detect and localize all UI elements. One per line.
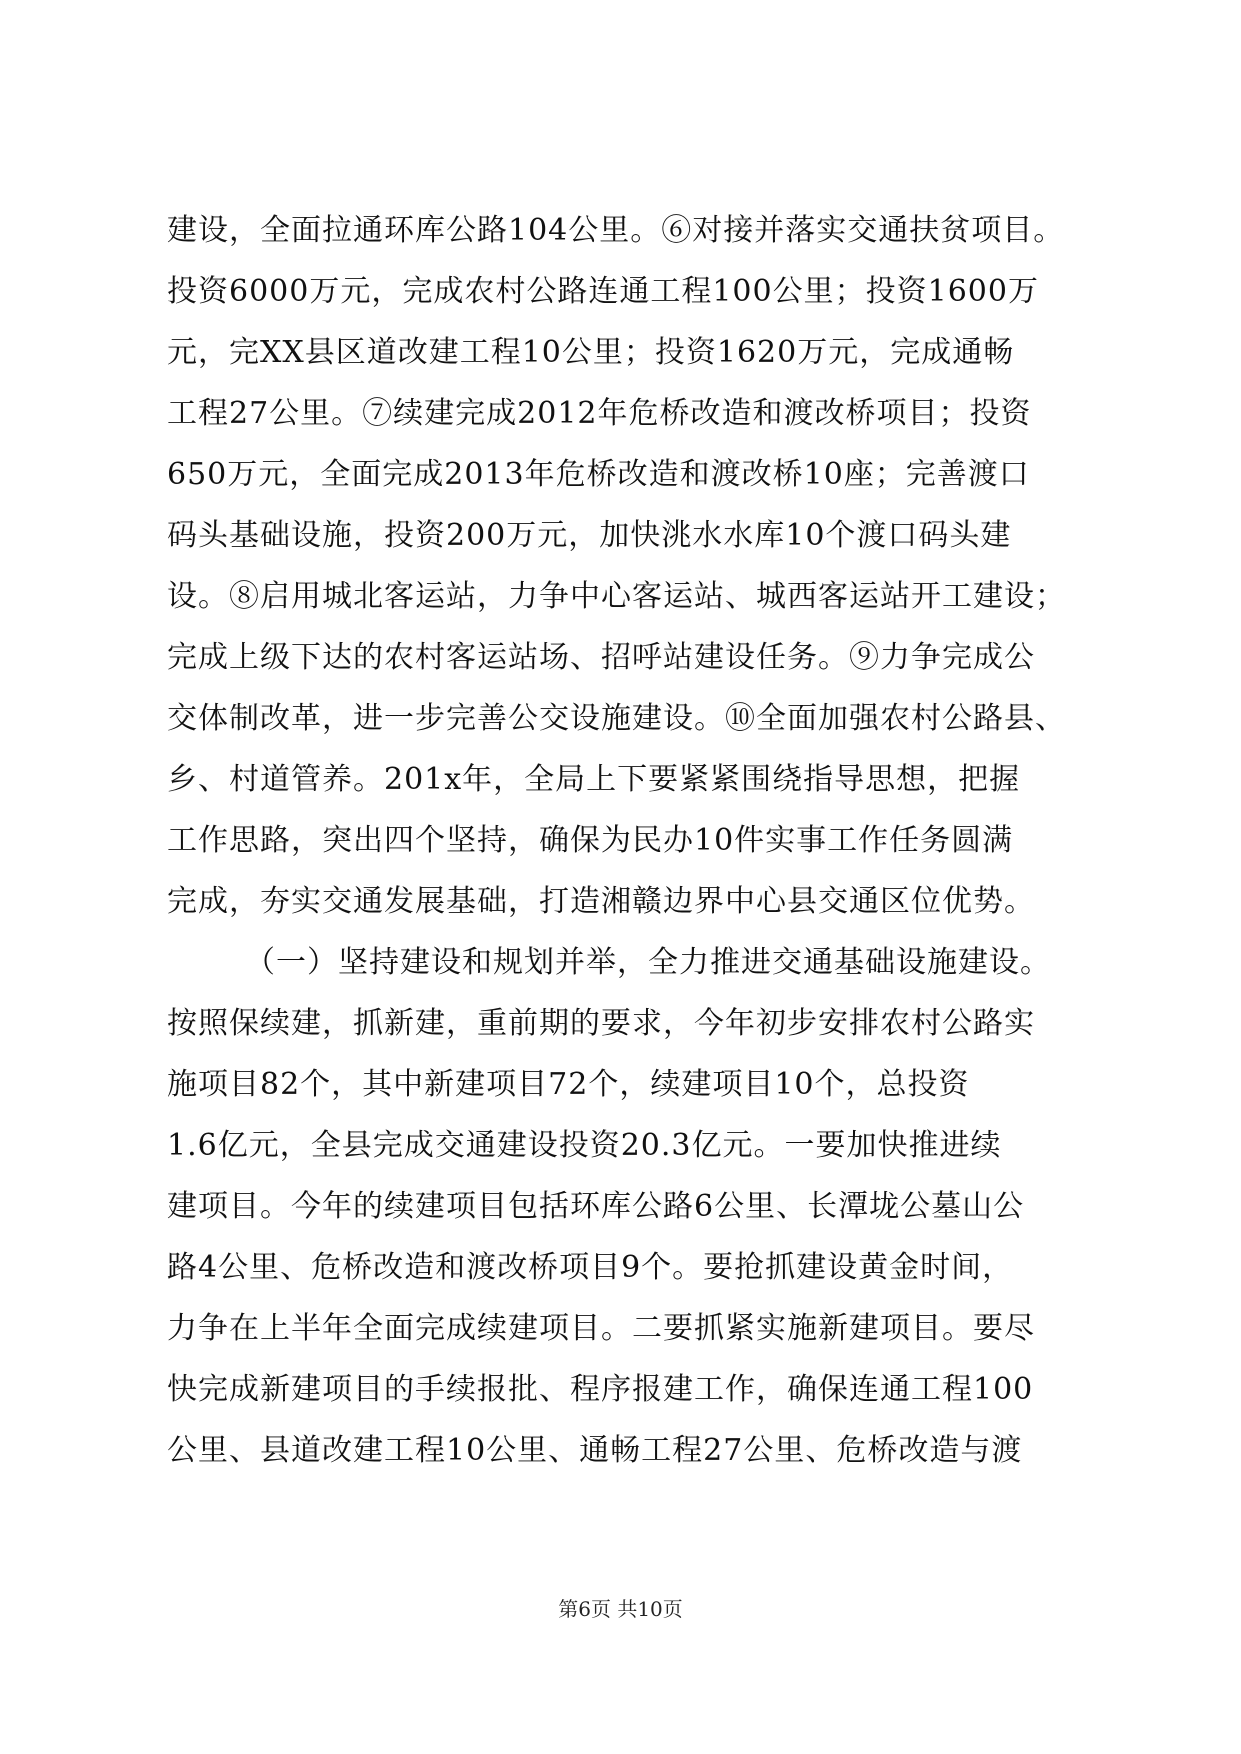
text-line: 施项目82个，其中新建项目72个，续建项目10个，总投资 [167,1067,970,1102]
text-line: 路4公里、危桥改造和渡改桥项目9个。要抢抓建设黄金时间， [167,1250,1014,1285]
text-line: 设。⑧启用城北客运站，力争中心客运站、城西客运站开工建设； [167,579,1066,614]
page-footer: 第6页 共10页 [558,1597,683,1621]
text-line: 按照保续建，抓新建，重前期的要求，今年初步安排农村公路实 [167,1006,1035,1041]
text-line: 码头基础设施，投资200万元，加快洮水水库10个渡口码头建 [167,518,1012,553]
text-line: 650万元，全面完成2013年危桥改造和渡改桥10座；完善渡口 [167,457,1030,492]
text-line: 乡、村道管养。201x年，全局上下要紧紧围绕指导思想，把握 [167,762,1021,797]
text-line: 快完成新建项目的手续报批、程序报建工作，确保连通工程100 [167,1372,1034,1407]
text-line: 元，完XX县区道改建工程10公里；投资1620万元，完成通畅 [167,335,1015,370]
text-line: 工作思路，突出四个坚持，确保为民办10件实事工作任务圆满 [167,823,1014,858]
text-line: 完成上级下达的农村客运站场、招呼站建设任务。⑨力争完成公 [167,640,1035,675]
text-line: 完成，夯实交通发展基础，打造湘赣边界中心县交通区位优势。 [167,884,1035,919]
text-line: 建设，全面拉通环库公路104公里。⑥对接并落实交通扶贫项目。 [167,213,1065,248]
text-line: 1.6亿元，全县完成交通建设投资20.3亿元。一要加快推进续 [167,1128,1002,1163]
text-line: 公里、县道改建工程10公里、通畅工程27公里、危桥改造与渡 [167,1433,1023,1468]
body-text [167,200,1087,1481]
text-line: 交体制改革，进一步完善公交设施建设。⑩全面加强农村公路县、 [167,701,1066,736]
section-heading-line: （一）坚持建设和规划并举，全力推进交通基础设施建设。 [245,945,1051,980]
text-line: 力争在上半年全面完成续建项目。二要抓紧实施新建项目。要尽 [167,1311,1035,1346]
text-line: 建项目。今年的续建项目包括环库公路6公里、长潭垅公墓山公 [167,1189,1025,1224]
text-line: 工程27公里。⑦续建完成2012年危桥改造和渡改桥项目；投资 [167,396,1032,431]
text-line: 投资6000万元，完成农村公路连通工程100公里；投资1600万 [167,274,1039,309]
